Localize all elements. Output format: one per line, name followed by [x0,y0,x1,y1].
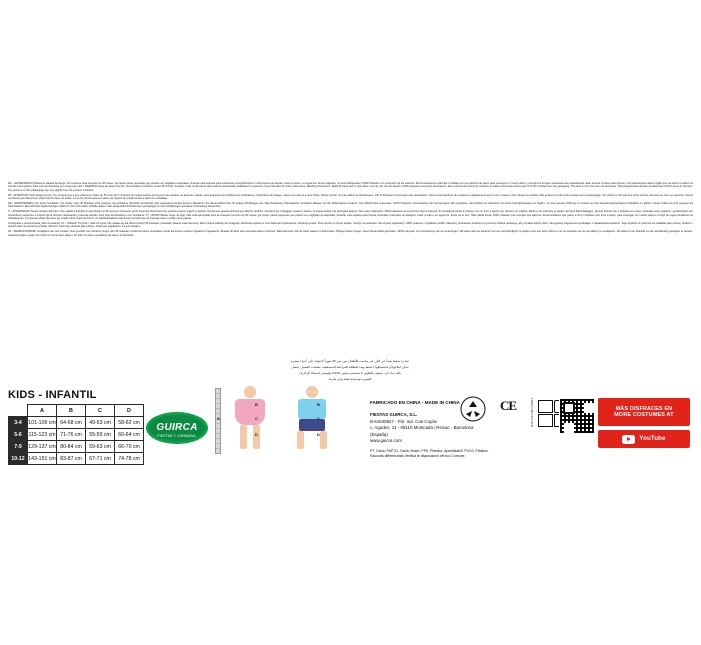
cell-b: 64-68 cm [57,417,86,429]
qr-code[interactable] [559,398,595,434]
recycling-note: PT. Carta: PAP 21, Carta; Bustó: PP6, Plastica. Aperdatabili: PVC0, Plastics. Raccolta differenziata Verifica le disposizioni del tuo Comune. [370,448,489,458]
legal-text-block [8,182,693,239]
row-age: 5-6 [9,429,28,441]
legal-text-arabic [230,359,470,383]
figure-label-a: A [217,416,220,421]
cell-b: 71-76 cm [57,429,86,441]
figure-label-d: D [317,432,320,437]
legal-paragraph: FR - ATTENTION! Tenir éloigné du feu. Ne convient pas à des enfants de moins de 36 mois car il comporte de petites parties qui peuvent être avalées ou aspirées. Garder cette étiquette pour d'ultérieures vérifications. Instructions de lavage : Laver à la main et à l'eau froide. Sécher pendu. Ne pas utiliser de blanchisseur. 100 % Polyester à l'exception des décorations. Nous recommandons de repasser le déguisement avec un fer à vapeur, pour obtenir un meilleur effet et lisser les plis créés pendant son empaquetage. Cet article ne doit pas être porté comme vêtement de nuit. Les parents / tuteurs ne doivent pas laisser leur enfant dormir dans cet article. Là ou les photos peuvent varier par rapport au produit contenu dans cet emballage. [8,193,693,201]
table-row [9,417,144,429]
table-header-row [9,405,144,417]
height-ruler-icon [215,388,221,454]
girl-leg-left [240,425,247,449]
table-row [9,453,144,465]
table-corner-cell [9,405,28,417]
cell-c: 49-53 cm [86,417,115,429]
made-in-china-line: FABRICADO EN CHINA - MADE IN CHINA [370,400,460,405]
girl-dress [235,399,265,425]
legal-paragraph: A fotografia é demonstrativa (não vinculativa). PL - UWAGA! Trzymać z dala od ognia. Nie nadaje się dla dzieci poniżej 36 miesiąca, ponieważ zawiera małe elementy, które można połknąć lub wciągnąć. Zachowaj etykietę w celu dalszego użytkowania. Instrukcja prania: Prać ręcznie w zimnej wodzie. Suszyć na wieszaku. Nie używać wybielaczy. 100% poliester z wyjątkiem ozdób. Zalecamy prasowanie kostiumu za pomocą żelazka parowego, aby uzyskać lepszy efekt i skorygować zagniecenia wynikające z zapakowania kostiumu. Tego artykułu nie powinno się zakładać jako piżamę. Rodzice i opiekunowie nie powinni pozwalać dzieciom nosić tego artykułu jako piżamę. Fotka jest poglądowa, nie jest wiążąca. [8,221,693,229]
size-chart-title: KIDS - INFANTIL [8,389,97,401]
girl-leg-right [253,425,260,449]
row-age: 7-9 [9,441,28,453]
cell-d: 74-78 cm [115,453,144,465]
boy-head [306,386,318,398]
cell-d: 60-64 cm [115,429,144,441]
table-row [9,429,144,441]
cell-d: 66-70 cm [115,441,144,453]
recycle-icon [460,396,486,422]
boy-shorts [299,419,325,431]
cell-b: 83-87 cm [57,453,86,465]
company-registration: B-61640827 - Pol. Ind. Can Cuyàs [370,418,437,424]
column-header-b: B [57,405,86,417]
cell-d: 58-62 cm [115,417,144,429]
cell-b: 80-84 cm [57,441,86,453]
promo-line-en: MORE COSTUMES AT [614,412,674,418]
company-address: c. Agudes, 14 - 08110 Montcada i Reixac - Barcelona (España) [370,425,474,437]
youtube-button[interactable] [598,430,690,448]
boy-shirt [298,399,326,419]
cell-a: 143-151 cm [28,453,57,465]
girl-legs [238,425,262,449]
ce-mark-icon: CE [500,398,517,413]
legal-paragraph: NL - WAARSCHUWING! Verwijderd van vuur houden. Niet geschikt voor kinderen jonger dan 36 maanden omdat het kleine onderdelen bevat die kunnen worden ingeslikt of ingeademd. Bewaar dit label voor eventuele latere controles. Wasinstructies: Met de hand wassen in koud water. Hangend laten drogen. Geen bleekmiddel gebruiken. 100% polyester met uitzondering van de versieringen. Wij raden aan het kostuum met een stoomstrijkijzer te strijken voor een beter effect en om de kreukels van de verpakking te verwijderen. Dit artikel is niet bedoeld om als nachtkleding gedragen te worden. Ouders/voogden mogen hun kind niet hierin laten slapen. De foto's op deze verpakking zijn alleen ter illustratie. [8,230,693,237]
cell-c: 59-63 cm [86,441,115,453]
logo-tagline: FIESTAS Y CARNAVAL [157,434,197,438]
cell-a: 129-137 cm [28,441,57,453]
column-header-a: A [28,405,57,417]
no-iron-icon [538,414,553,427]
legal-arabic-line: الصورة توضيحية فقط وغير ملزمة [328,377,372,382]
row-age: 10-12 [9,453,28,465]
legal-arabic-line: باليد بماء بارد. يجفف بالتعليق. لا تستخدم مبيض. 100% بوليستر باستثناء الزخارف [299,371,401,376]
company-website: www.guirca.com [370,438,402,444]
guirca-logo [146,405,208,451]
cell-a: 115-123 cm [28,429,57,441]
legal-paragraph: ES - ¡ADVERTENCIA! Mantener alejado del fuego. No conviene para menores de 36 meses, por llevar partes pequeñas que pueden ser tragadas o aspiradas. Guardar esta etiqueta para posteriores comprobaciones. Instrucciones de lavado: Lavar a mano y en agua fría. Secar colgando, no usar blanqueador. 100% Poliéster con excepción de los adornos. Recomendaciones planchar el debajo con una plancha de vapor para conseguir un mejor efecto y corregir las arrugas resultantes del empaquetado. Este artículo no lleva pack diverse. Los packs/tutores deben vigilar que los niños no utilicen el artículo como pijama. Éste solo demostrativa (no excluyente). ES - WARNING! Keep far away from fire. Not suitable for children under 36 months, because it has small pieces that could be accidentally swallowed or sucked in. Keep this label for future references. Washing instructions: Wash by hand and in cold water. Line dry. Do not use bleach. 100% polyester except the decorations. We recommend ironing the costume to make it look better and to get rid of the wrinkles from the packaging. This item is not to be worn as sleepwear. Parents/guardians should not allow their child to sleep in this item. The pictures on this packaging may vary slightly from the product enclosed. [8,182,693,192]
measurement-figures [215,386,345,456]
promo-banner [598,398,690,426]
girl-head [244,386,256,398]
promo-line-es: MÁS DISFRACES EN [615,406,673,412]
row-age: 3-4 [9,417,28,429]
legal-arabic-line: تحذير! يحفظ بعيداً عن النار. غير مناسب للأطفال دون سن 36 شهراً لاحتوائه على أجزاء صغيرة [291,359,409,363]
size-chart-table [8,404,144,465]
youtube-label: YouTube [639,436,666,442]
figure-label-b: B [317,402,320,407]
figure-label-b: B [255,402,258,407]
figure-label-c: C [255,416,258,421]
cell-c: 67-71 cm [86,453,115,465]
boy-leg-left [297,431,304,449]
column-header-d: D [115,405,144,417]
table-row [9,441,144,453]
cell-c: 55-59 cm [86,429,115,441]
youtube-play-icon [622,435,635,444]
figure-label-d: D [255,432,258,437]
vertical-code-text: 100% POLYESTER [530,398,534,428]
legal-arabic-line: يمكن ابتلاعها أو استنشاقها. احتفظ بهذه البطاقة للمراجعة المستقبلية. تعليمات الغسيل: يغسل [291,365,409,370]
logo-brand-name: GUIRCA [156,422,198,433]
legal-paragraph: IT - AVVERTENZA! Tenere lontano dal fuoco. Non adatto a bambini di età inferiore ai 36 mesi per contenere pezzi di piccole dimensioni che possono essere ingeriti o aspirati. Conservare questa etichetta per ulteriori verifiche. Istruzioni per il lavaggio: Lavare a mano e in acqua fredda. Far asciugare appeso. Non usare sbiancanti. 100% poliestere ad eccezione degli ornamenti. Si consiglia di stirare il costume con un ferro a vapore per ottenere un migliore effetto e per eliminare le pieghe derivanti dall'imballaggio. Questo articolo non è indicato per essere indossato come pigiama. I genitori/tutori non dovrebbero consentire a proprio figli di dormire indossando il presente articolo. Foto solo dimostrativa e non vincolante. PT - AVISO! Manter longe do fogo. Não está apropriado para as crianças menores de 36 meses, por conter partes pequenas que podem ser engolidas ou aspiradas. Guardar esta etiqueta para futuras consultas. Instruções de lavagem: Lavar à mão e em água fria. Secar ao ar livre. Não utilizar lixívia. 100% poliéster com exceção dos adornos. Recomendamos que passe a ferro o disfarce com ferro a vapor, para conseguir um melhor efeito e corrigir as rugas resultantes do embalamento. O presente artigo não deve ser usado como roupa de dormir. Os pais/educadores não devem permitir que as crianças usem o artigo como pijama. [8,210,693,221]
boy-leg-right [320,431,327,449]
cell-a: 101-109 cm [28,417,57,429]
hand-wash-icon [538,400,553,413]
legal-paragraph: DE - WARNHINWEIS! Von Feuer fernhalten. Für Kinder unter 36 Monaten nicht geeignet, da enthaltene Kleinteile verschluckt oder eingeatmet werden können. Bewahren Sie dieses Etikett bitte für spätere Rückfragen auf. Waschanleitung: Handwäsche mit kaltem Wasser. Auf der Wäscheleine trocknen. Kein Bleichmittel verwenden. 100% Polyester mit Ausnahme der Verzierungen. Wir empfehlen, das Kostüm vor Gebrauch mit einem Dampfbügeleisen zu bügeln, um eine bessere Wirkung zu erzielen und die Verpackungsbedingten Knickfalten zu glätten. Dieser Artikel ist nicht geeignet als Nachtwäsche. Eltern/Erziehungsberechtigte sollten ihr Kind nicht darin schlafen lassen. Das dargestellte Produkt kann geringfügig von dem Abbildungen auf dieser Verpackung abweichen. [8,201,693,209]
company-name: FIESTAS GUIRCA, S.L. [370,411,418,417]
figure-label-c: C [317,416,320,421]
column-header-c: C [86,405,115,417]
